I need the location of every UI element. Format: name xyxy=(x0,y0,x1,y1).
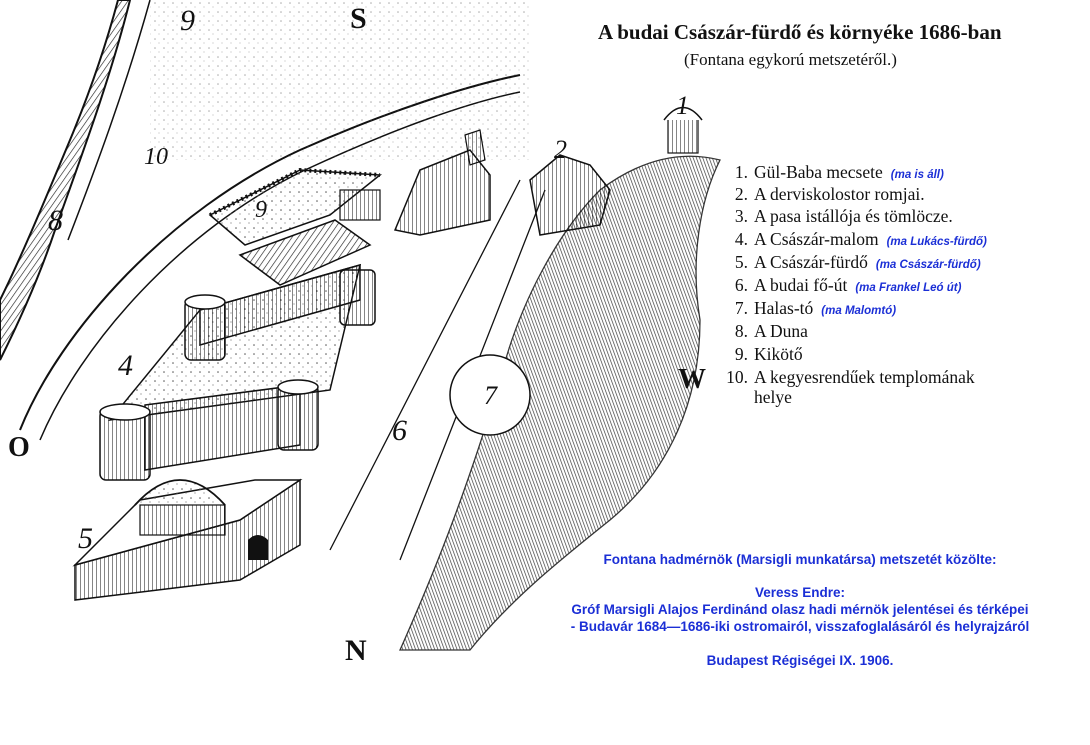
legend-note: (ma Császár-fürdő) xyxy=(875,259,981,271)
legend-number: 6. xyxy=(734,275,748,295)
legend-item xyxy=(718,321,808,342)
map-label-2: 2 xyxy=(554,135,567,164)
legend-text: A Császár-fürdő xyxy=(754,252,868,272)
legend-number: 7. xyxy=(734,298,748,318)
legend-item xyxy=(718,252,981,273)
legend-text: A Császár-malom xyxy=(754,229,879,249)
legend-item xyxy=(718,367,975,388)
map-label-4: 4 xyxy=(118,349,133,382)
legend-item xyxy=(718,206,953,227)
credit-work-line1: Gróf Marsigli Alajos Ferdinánd olasz hadi mérnök jelentései és térképei xyxy=(571,602,1029,617)
map-label-1: 1 xyxy=(676,91,689,120)
map-label-6: 6 xyxy=(392,414,407,447)
legend-item xyxy=(718,344,803,365)
legend-text: Halas-tó xyxy=(754,298,814,318)
legend-item xyxy=(718,162,944,183)
credit-work-line2: - Budavár 1684—1686-iki ostromairól, visszafoglalásáról és helyrajzáról xyxy=(570,619,1030,634)
map-label-5: 5 xyxy=(78,522,93,555)
credit-source: Budapest Régiségei IX. 1906. xyxy=(706,653,894,668)
map-label-7: 7 xyxy=(484,381,497,410)
map-title: A budai Császár-fürdő és környéke 1686-ban xyxy=(598,20,1002,44)
credit-engraver: Fontana hadmérnök (Marsigli munkatársa) metszetét közölte: xyxy=(603,552,997,567)
legend-text: Kikötő xyxy=(754,344,803,364)
legend-note: (ma Lukács-fürdő) xyxy=(886,236,987,248)
compass-south: S xyxy=(350,2,367,35)
legend-number: 10. xyxy=(726,367,748,387)
legend-item xyxy=(718,184,925,205)
legend-text: A budai fő-út xyxy=(754,275,848,295)
credit-author: Veress Endre: xyxy=(754,585,846,600)
legend-number: 5. xyxy=(734,252,748,272)
map-label-9-fence: 9 xyxy=(255,197,267,223)
legend-note: (ma is áll) xyxy=(890,169,944,181)
legend-text: helye xyxy=(754,387,792,407)
legend-number: 8. xyxy=(734,321,748,341)
legend-number: 2. xyxy=(734,184,748,204)
map-label-8: 8 xyxy=(48,204,63,237)
legend-text: A pasa istállója és tömlöcze. xyxy=(754,206,953,226)
emperor-bath-building xyxy=(75,480,300,600)
legend-number: 4. xyxy=(734,229,748,249)
compass-west: W xyxy=(678,364,706,395)
legend-item xyxy=(718,229,987,250)
legend-text: A derviskolostor romjai. xyxy=(754,184,925,204)
legend-note: (ma Malomtó) xyxy=(821,305,897,317)
legend-number: 9. xyxy=(734,344,748,364)
map-label-10: 10 xyxy=(144,144,168,170)
legend-number: 3. xyxy=(734,206,748,226)
compass-north: N xyxy=(345,634,367,667)
legend-note: (ma Frankel Leó út) xyxy=(855,282,962,294)
legend-item xyxy=(718,298,896,319)
map-label-9-top: 9 xyxy=(180,4,195,37)
legend-number: 1. xyxy=(734,162,748,182)
legend-text: Gül-Baba mecsete xyxy=(754,162,883,182)
legend-item xyxy=(718,275,961,296)
map-subtitle: (Fontana egykorú metszetéről.) xyxy=(684,50,897,69)
legend-text: A Duna xyxy=(754,321,808,341)
legend-item xyxy=(718,387,792,408)
compass-east: O xyxy=(8,432,30,463)
legend-text: A kegyesrendűek templomának xyxy=(754,367,975,387)
